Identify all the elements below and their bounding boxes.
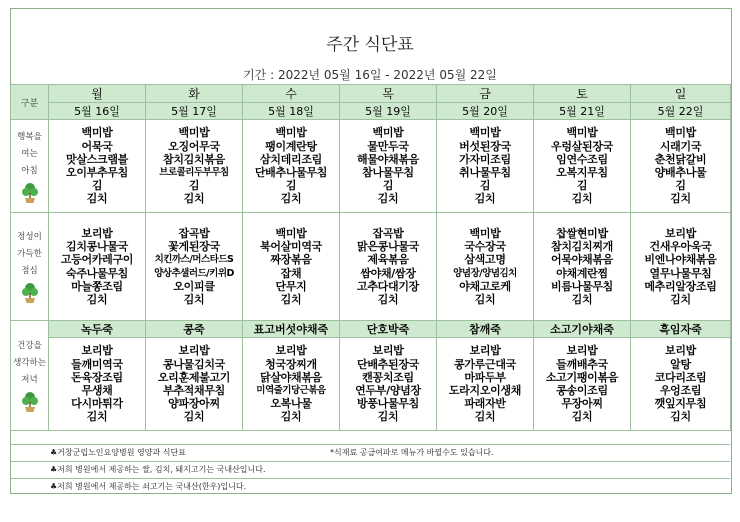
menu-item: 우렁살된장국 [551, 139, 613, 153]
menu-item: 보리밥 [81, 344, 113, 358]
menu-item: 보리밥 [81, 226, 113, 240]
menu-item: 김치콩나물국 [66, 240, 128, 254]
menu-cell [437, 120, 534, 213]
menu-item: 야채고로케 [459, 279, 511, 293]
menu-item: 백미밥 [469, 126, 501, 140]
note-row-3 [10, 478, 730, 495]
menu-item: 잡곡밥 [178, 226, 210, 240]
menu-item: 쌈야채/쌈장 [360, 266, 416, 280]
menu-item: 도라지오이생채 [448, 384, 522, 397]
menu-cell [534, 120, 631, 213]
porridge-cell: 단호박죽 [340, 321, 437, 338]
page-title: 주간 식단표 [326, 35, 414, 55]
menu-item: 어묵야채볶음 [551, 253, 613, 267]
menu-item: 춘천닭갈비 [654, 152, 707, 166]
meal-label [11, 213, 49, 321]
menu-item: 코다리조림 [654, 370, 707, 384]
menu-item: 백미밥 [178, 126, 210, 140]
menu-item: 오리훈제불고기 [157, 370, 231, 384]
menu-item: 깻잎지무침 [654, 397, 707, 411]
menu-item: 보리밥 [665, 226, 696, 240]
menu-item: 취나물무침 [459, 166, 511, 179]
menu-cell [146, 338, 243, 431]
menu-cell [146, 120, 243, 213]
menu-item: 부추적채무침 [163, 384, 225, 397]
menu-item: 김치 [571, 410, 593, 424]
menu-item: 잡곡밥 [372, 226, 404, 240]
menu-item: 콩나물김치국 [163, 357, 225, 371]
day-header: 목 [340, 85, 437, 103]
date-header: 5월 16일 [49, 103, 146, 120]
menu-item: 우엉조림 [659, 384, 702, 397]
menu-item: 보리밥 [566, 344, 598, 358]
menu-item: 방풍나물무침 [357, 397, 419, 411]
menu-item: 고등어카레구이 [60, 253, 134, 267]
menu-item: 김치 [183, 410, 205, 424]
menu-cell [243, 338, 340, 431]
day-header: 화 [146, 85, 243, 103]
meal-label-line: 생각하는 [13, 358, 46, 368]
menu-item: 제육볶음 [367, 253, 409, 267]
menu-item: 열무나물무침 [649, 266, 712, 280]
menu-item: 김치 [571, 292, 593, 306]
meal-label-line: 가득한 [17, 249, 42, 259]
weekly-menu-table [10, 84, 731, 431]
meal-label-line: 행복을 [17, 131, 42, 142]
day-header: 일 [631, 85, 731, 103]
menu-item: 콩송이조림 [556, 384, 608, 397]
menu-item: 건새우아욱국 [649, 240, 712, 254]
menu-item: 김치 [571, 192, 593, 206]
note-origin-beef: ♣저희 병원에서 제공하는 쇠고기는 국내산(한우)입니다. [50, 482, 247, 491]
menu-item: 연두부/양념장 [355, 384, 421, 397]
menu-item: 보리밥 [469, 344, 501, 358]
menu-item: 브로콜리두부무침 [159, 167, 229, 178]
menu-item: 야채계란찜 [556, 266, 608, 280]
porridge-cell: 소고기야채죽 [534, 321, 631, 338]
menu-cell [534, 213, 631, 321]
menu-item: 임연수조림 [556, 152, 608, 166]
gubun-label: 구분 [11, 85, 49, 120]
porridge-cell: 표고버섯야채죽 [243, 321, 340, 338]
menu-item: 팽이계란탕 [265, 139, 317, 153]
menu-item: 김 [285, 179, 297, 193]
potted-plant-icon [21, 282, 39, 304]
menu-item: 해물야채볶음 [357, 152, 419, 166]
meal-label [11, 321, 49, 431]
porridge-row [11, 321, 731, 338]
menu-cell [243, 120, 340, 213]
menu-cell [49, 338, 146, 431]
menu-item: 김치 [86, 292, 108, 306]
menu-item: 김치 [280, 410, 302, 424]
porridge-cell: 참깨죽 [437, 321, 534, 338]
day-header: 금 [437, 85, 534, 103]
porridge-cell: 흑임자죽 [631, 321, 731, 338]
menu-item: 미역줄기당근볶음 [256, 385, 326, 396]
note-row-1 [10, 444, 730, 461]
menu-item: 김 [479, 179, 491, 193]
menu-item: 김치 [377, 192, 399, 206]
menu-item: 돈육장조림 [71, 370, 123, 384]
menu-item: 백미밥 [372, 126, 404, 140]
menu-item: 김치 [474, 410, 496, 424]
date-header: 5월 17일 [146, 103, 243, 120]
header-day-row [11, 85, 731, 103]
menu-item: 국수장국 [464, 240, 506, 254]
menu-item: 보리밥 [665, 344, 696, 358]
menu-cell [49, 120, 146, 213]
menu-item: 보리밥 [178, 344, 210, 358]
menu-cell [437, 213, 534, 321]
menu-item: 무생채 [81, 384, 113, 397]
menu-item: 짜장볶음 [270, 253, 312, 267]
menu-cell [340, 338, 437, 431]
meal-label-line: 점심 [21, 266, 38, 276]
menu-cell [631, 213, 731, 321]
meal-row [11, 120, 731, 213]
potted-plant-icon [21, 182, 39, 204]
potted-plant-icon [21, 391, 39, 413]
meal-label-line: 아침 [21, 165, 38, 176]
menu-item: 김치 [670, 192, 691, 206]
menu-item: 오이피클 [173, 279, 215, 293]
menu-cell [340, 120, 437, 213]
menu-item: 참치김치볶음 [163, 152, 225, 166]
menu-item: 꽃게된장국 [168, 240, 220, 254]
date-header: 5월 22일 [631, 103, 731, 120]
meal-label [11, 120, 49, 213]
menu-item: 맑은콩나물국 [357, 240, 419, 254]
meal-label-line: 건강을 [17, 341, 42, 351]
menu-item: 양상추샐러드/키위D [154, 267, 234, 279]
menu-item: 무장아찌 [561, 397, 603, 411]
menu-item: 고추다대기장 [357, 279, 419, 293]
date-header: 5월 21일 [534, 103, 631, 120]
menu-item: 김 [675, 179, 686, 193]
menu-period: 기간 : 2022년 05월 16일 - 2022년 05월 22일 [243, 68, 497, 82]
porridge-cell: 녹두죽 [49, 321, 146, 338]
menu-item: 물만두국 [367, 139, 409, 153]
menu-item: 치킨까스/머스타드S [154, 254, 234, 266]
menu-item: 백미밥 [566, 126, 598, 140]
meal-label-line: 저녁 [21, 375, 38, 385]
menu-item: 소고기팽이볶음 [545, 370, 619, 384]
menu-item: 맛살스크램블 [66, 152, 128, 166]
menu-item: 파래자반 [464, 397, 506, 411]
menu-item: 오이부추무침 [66, 166, 128, 179]
header-date-row [11, 103, 731, 120]
menu-item: 양파장아찌 [168, 397, 220, 411]
menu-item: 어묵국 [81, 139, 113, 153]
menu-item: 김치 [86, 410, 108, 424]
menu-item: 다시마튀각 [71, 397, 123, 411]
porridge-cell: 콩죽 [146, 321, 243, 338]
day-header: 토 [534, 85, 631, 103]
menu-item: 김치 [377, 410, 399, 424]
menu-item: 삼치데리조림 [260, 152, 322, 166]
menu-item: 찹쌀현미밥 [556, 226, 608, 240]
date-header: 5월 19일 [340, 103, 437, 120]
menu-item: 참치김치찌개 [551, 240, 613, 254]
menu-item: 오징어무국 [168, 139, 220, 153]
menu-item: 오복지무침 [556, 166, 608, 179]
menu-item: 김 [91, 179, 103, 193]
menu-item: 들깨미역국 [71, 357, 123, 371]
menu-item: 김 [576, 179, 588, 193]
menu-item: 김 [188, 179, 200, 193]
menu-item: 오복나물 [270, 397, 312, 411]
menu-item: 보리밥 [372, 344, 404, 358]
menu-item: 비엔나야채볶음 [644, 253, 717, 267]
menu-item: 삼색고명 [464, 253, 506, 267]
menu-item: 김치 [474, 292, 496, 306]
menu-item: 백미밥 [81, 126, 113, 140]
menu-item: 마늘쫑조림 [71, 279, 123, 293]
menu-cell [631, 338, 731, 431]
note-row-2 [10, 461, 730, 478]
menu-item: 김치 [183, 192, 205, 206]
menu-item: 청국장찌개 [265, 357, 317, 371]
date-header: 5월 18일 [243, 103, 340, 120]
menu-item: 김치 [183, 292, 205, 306]
menu-item: 북어살미역국 [260, 240, 322, 254]
menu-item: 양배추나물 [654, 166, 707, 179]
meal-row [11, 338, 731, 431]
menu-item: 가자미조림 [459, 152, 511, 166]
menu-item: 메추리알장조림 [644, 279, 717, 293]
menu-item: 김치 [280, 192, 302, 206]
menu-item: 김치 [670, 292, 691, 306]
menu-cell [146, 213, 243, 321]
meal-label-line: 여는 [21, 148, 38, 159]
menu-item: 백미밥 [665, 126, 696, 140]
note-supply: *식재료 공급여파로 메뉴가 바뀔수도 있습니다. [330, 448, 494, 457]
menu-item: 닭살야채볶음 [260, 370, 322, 384]
note-hospital: ♣거창군립노인요양병원 영양과 식단표 [50, 448, 186, 457]
meal-label-line: 정성이 [17, 232, 42, 242]
menu-cell [437, 338, 534, 431]
menu-item: 김치 [86, 192, 108, 206]
menu-item: 백미밥 [275, 126, 307, 140]
menu-item: 캔꽁치조림 [362, 370, 414, 384]
menu-cell [534, 338, 631, 431]
menu-item: 백미밥 [469, 226, 501, 240]
menu-item: 김치 [474, 192, 496, 206]
menu-item: 단배추된장국 [357, 357, 419, 371]
menu-item: 숙주나물무침 [66, 266, 128, 280]
menu-item: 마파두부 [464, 370, 506, 384]
menu-item: 알탕 [670, 357, 691, 371]
menu-item: 버섯된장국 [459, 139, 511, 153]
menu-item: 양념장/양념김치 [453, 267, 517, 279]
menu-item: 백미밥 [275, 226, 307, 240]
menu-item: 시래기국 [659, 139, 702, 153]
menu-cell [340, 213, 437, 321]
menu-item: 단무지 [275, 279, 307, 293]
menu-item: 김 [382, 179, 394, 193]
menu-cell [631, 120, 731, 213]
menu-item: 단배추나물무침 [254, 166, 328, 179]
menu-item: 보리밥 [275, 344, 307, 358]
menu-item: 김치 [280, 292, 302, 306]
menu-item: 참나물무침 [362, 166, 414, 179]
menu-item: 김치 [670, 410, 691, 424]
day-header: 월 [49, 85, 146, 103]
menu-item: 콩가루근대국 [454, 357, 516, 371]
notes [10, 444, 730, 495]
date-header: 5월 20일 [437, 103, 534, 120]
meal-row [11, 213, 731, 321]
menu-cell [49, 213, 146, 321]
menu-cell [243, 213, 340, 321]
note-origin-rice: ♣저희 병원에서 제공하는 쌀, 김치, 돼지고기는 국내산입니다. [50, 465, 266, 474]
day-header: 수 [243, 85, 340, 103]
menu-item: 들깨배추국 [556, 357, 608, 371]
menu-item: 잡채 [280, 266, 302, 280]
menu-item: 비름나물무침 [551, 279, 613, 293]
menu-item: 김치 [377, 292, 399, 306]
